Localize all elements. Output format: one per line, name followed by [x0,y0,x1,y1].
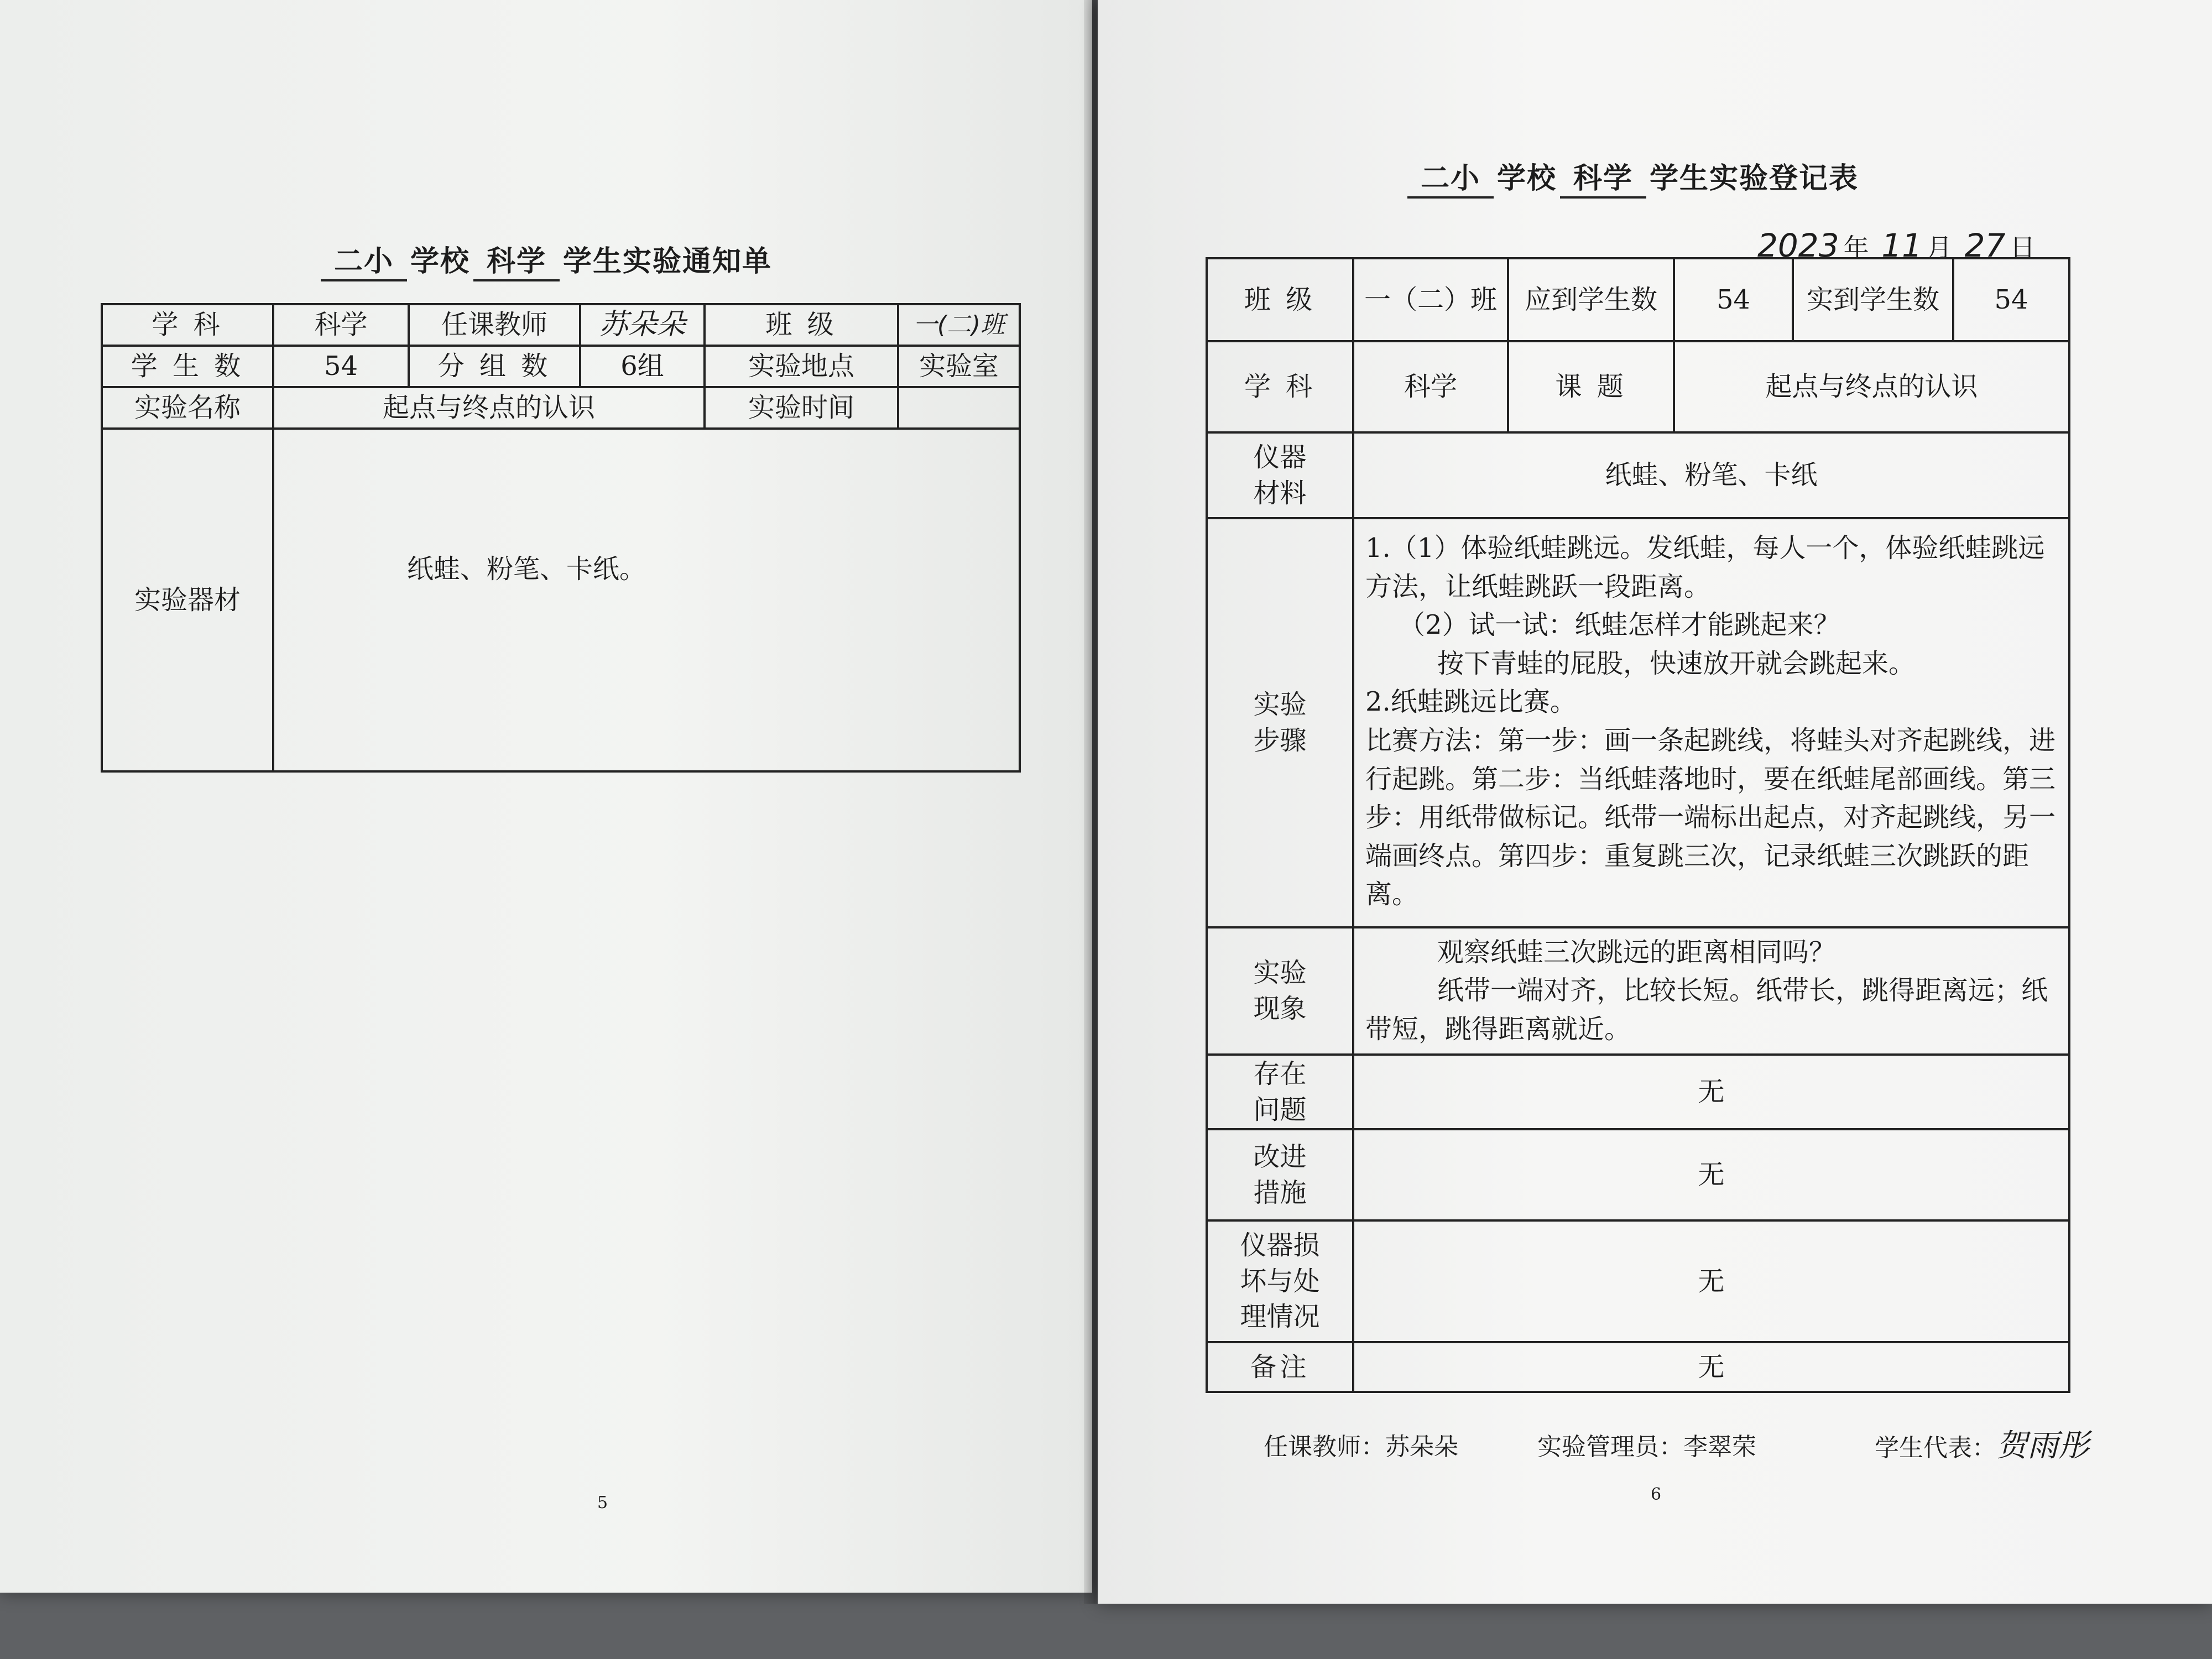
improvements-label-line: 改进 [1253,1141,1307,1172]
phenomenon-label-line: 实验 [1253,957,1307,989]
subject-label: 学 科 [102,304,273,346]
groups-value: 6组 [580,346,705,387]
expected-students-value: 54 [1674,258,1793,341]
improvements-label [1207,1129,1353,1220]
table-row [102,346,1020,387]
steps-label-line: 实验 [1253,689,1307,721]
title-school: 二小 [321,238,407,281]
table-row [102,304,1020,346]
phenomenon-line: 纸带一端对齐，比较长短。纸带长，跳得距离远；纸带短，跳得距离就近。 [1365,975,2048,1045]
students-value: 54 [273,346,409,387]
table-row [1207,927,2069,1055]
class-label: 班 级 [1207,258,1353,341]
damage-label [1207,1220,1353,1342]
improvements-value: 无 [1353,1129,2069,1220]
instrument-value: 纸蛙、粉笔、卡纸 [1353,432,2069,518]
instrument-label-line: 仪器 [1253,441,1307,473]
title-suffix: 学生实验登记表 [1650,161,1859,195]
teacher-signature-value: 苏朵朵 [1385,1433,1458,1461]
problems-label [1207,1055,1353,1129]
steps-label-line: 步骤 [1253,725,1307,756]
actual-students-value: 54 [1953,258,2069,341]
date-day: 27 [1964,227,2006,264]
phenomenon-label-line: 现象 [1253,993,1307,1024]
equipment-label: 实验器材 [102,429,273,771]
remarks-value: 无 [1353,1342,2069,1392]
date-month-unit: 月 [1927,233,1953,263]
table-row [1207,1055,2069,1129]
table-row [102,429,1020,771]
damage-label-line: 仪器损 [1240,1229,1320,1261]
equipment-value: 纸蛙、粉笔、卡纸。 [273,429,1020,771]
problems-value: 无 [1353,1055,2069,1129]
location-label: 实验地点 [705,346,898,387]
signature-teacher [1264,1427,1458,1462]
topic-value: 起点与终点的认识 [1674,341,2069,432]
step-line: 按下青蛙的屁股，快速放开就会跳起来。 [1437,648,1916,679]
damage-label-line: 坏与处 [1240,1265,1320,1297]
right-page [1098,0,2212,1604]
date-year-unit: 年 [1843,233,1869,263]
table-row [1207,518,2069,927]
step-line: 2.纸蛙跳远比赛。 [1365,686,1577,718]
damage-label-line: 理情况 [1240,1301,1320,1333]
register-title [1407,155,1862,199]
location-value: 实验室 [898,346,1020,387]
title-suffix: 学生实验通知单 [563,244,773,278]
class-value: 一(二)班 [898,304,1020,346]
table-row [1207,1129,2069,1220]
step-line: 比赛方法：第一步：画一条起跳线，将蛙头对齐起跳线，进行起跳。第二步：当纸蛙落地时，要在纸蛙尾部画线。第三步：用纸带做标记。纸带一端标出起点，对齐起跳线，另一端画终点。第四步：重复跳三次，记录纸蛙三次跳跃的距离。 [1365,724,2056,910]
experiment-time-label: 实验时间 [705,387,898,429]
table-row [1207,1342,2069,1392]
student-signature-label: 学生代表： [1875,1434,1996,1462]
table-row [1207,1220,2069,1342]
phenomenon-content [1353,927,2069,1055]
admin-signature-value: 李翠荣 [1683,1433,1756,1461]
steps-content [1353,518,2069,927]
experiment-name-label: 实验名称 [102,387,273,429]
notice-title [321,238,775,281]
steps-label [1207,518,1353,927]
students-label: 学 生 数 [102,346,273,387]
phenomenon-line: 观察纸蛙三次跳远的距离相同吗？ [1437,936,1836,968]
experiment-time-value [898,387,1020,429]
improvements-label-line: 措施 [1253,1177,1307,1208]
subject-value: 科学 [273,304,409,346]
student-signature-value: 贺雨彤 [1996,1428,2089,1464]
subject-label: 学 科 [1207,341,1353,432]
signature-admin [1537,1427,1756,1462]
expected-students-label: 应到学生数 [1508,258,1674,341]
register-table [1206,257,2070,1393]
instrument-label-line: 材料 [1253,477,1307,509]
title-subject: 科学 [473,238,560,281]
date-day-unit: 日 [2010,233,2036,263]
title-school-suffix: 学校 [1497,161,1557,195]
damage-value: 无 [1353,1220,2069,1342]
title-subject: 科学 [1560,155,1646,199]
class-value: 一（二）班 [1353,258,1508,341]
topic-label: 课 题 [1508,341,1674,432]
teacher-label: 任课教师 [409,304,580,346]
remarks-label: 备注 [1207,1342,1353,1392]
table-row [102,387,1020,429]
step-line: （2）试一试：纸蛙怎样才能跳起来？ [1399,609,1840,641]
title-school-suffix: 学校 [410,244,471,278]
step-line: 1.（1）体验纸蛙跳远。发纸蛙，每人一个，体验纸蛙跳远方法，让纸蛙跳跃一段距离。 [1365,533,2045,602]
problems-label-line: 问题 [1253,1094,1307,1125]
problems-label-line: 存在 [1253,1058,1307,1089]
left-page [0,0,1092,1593]
table-row [1207,258,2069,341]
title-school: 二小 [1407,155,1494,199]
experiment-name-value: 起点与终点的认识 [273,387,705,429]
table-row [1207,341,2069,432]
subject-value: 科学 [1353,341,1508,432]
signature-student [1875,1421,2089,1465]
page-number: 6 [1651,1485,1662,1504]
teacher-signature-label: 任课教师： [1264,1433,1385,1461]
admin-signature-label: 实验管理员： [1537,1433,1683,1461]
class-label: 班 级 [705,304,898,346]
date-month: 11 [1881,227,1923,264]
date-year: 2023 [1757,227,1839,264]
table-row [1207,432,2069,518]
actual-students-label: 实到学生数 [1793,258,1953,341]
teacher-value: 苏朵朵 [580,304,705,346]
page-number: 5 [597,1493,608,1512]
notice-table [101,303,1021,773]
phenomenon-label [1207,927,1353,1055]
instrument-label [1207,432,1353,518]
groups-label: 分 组 数 [409,346,580,387]
